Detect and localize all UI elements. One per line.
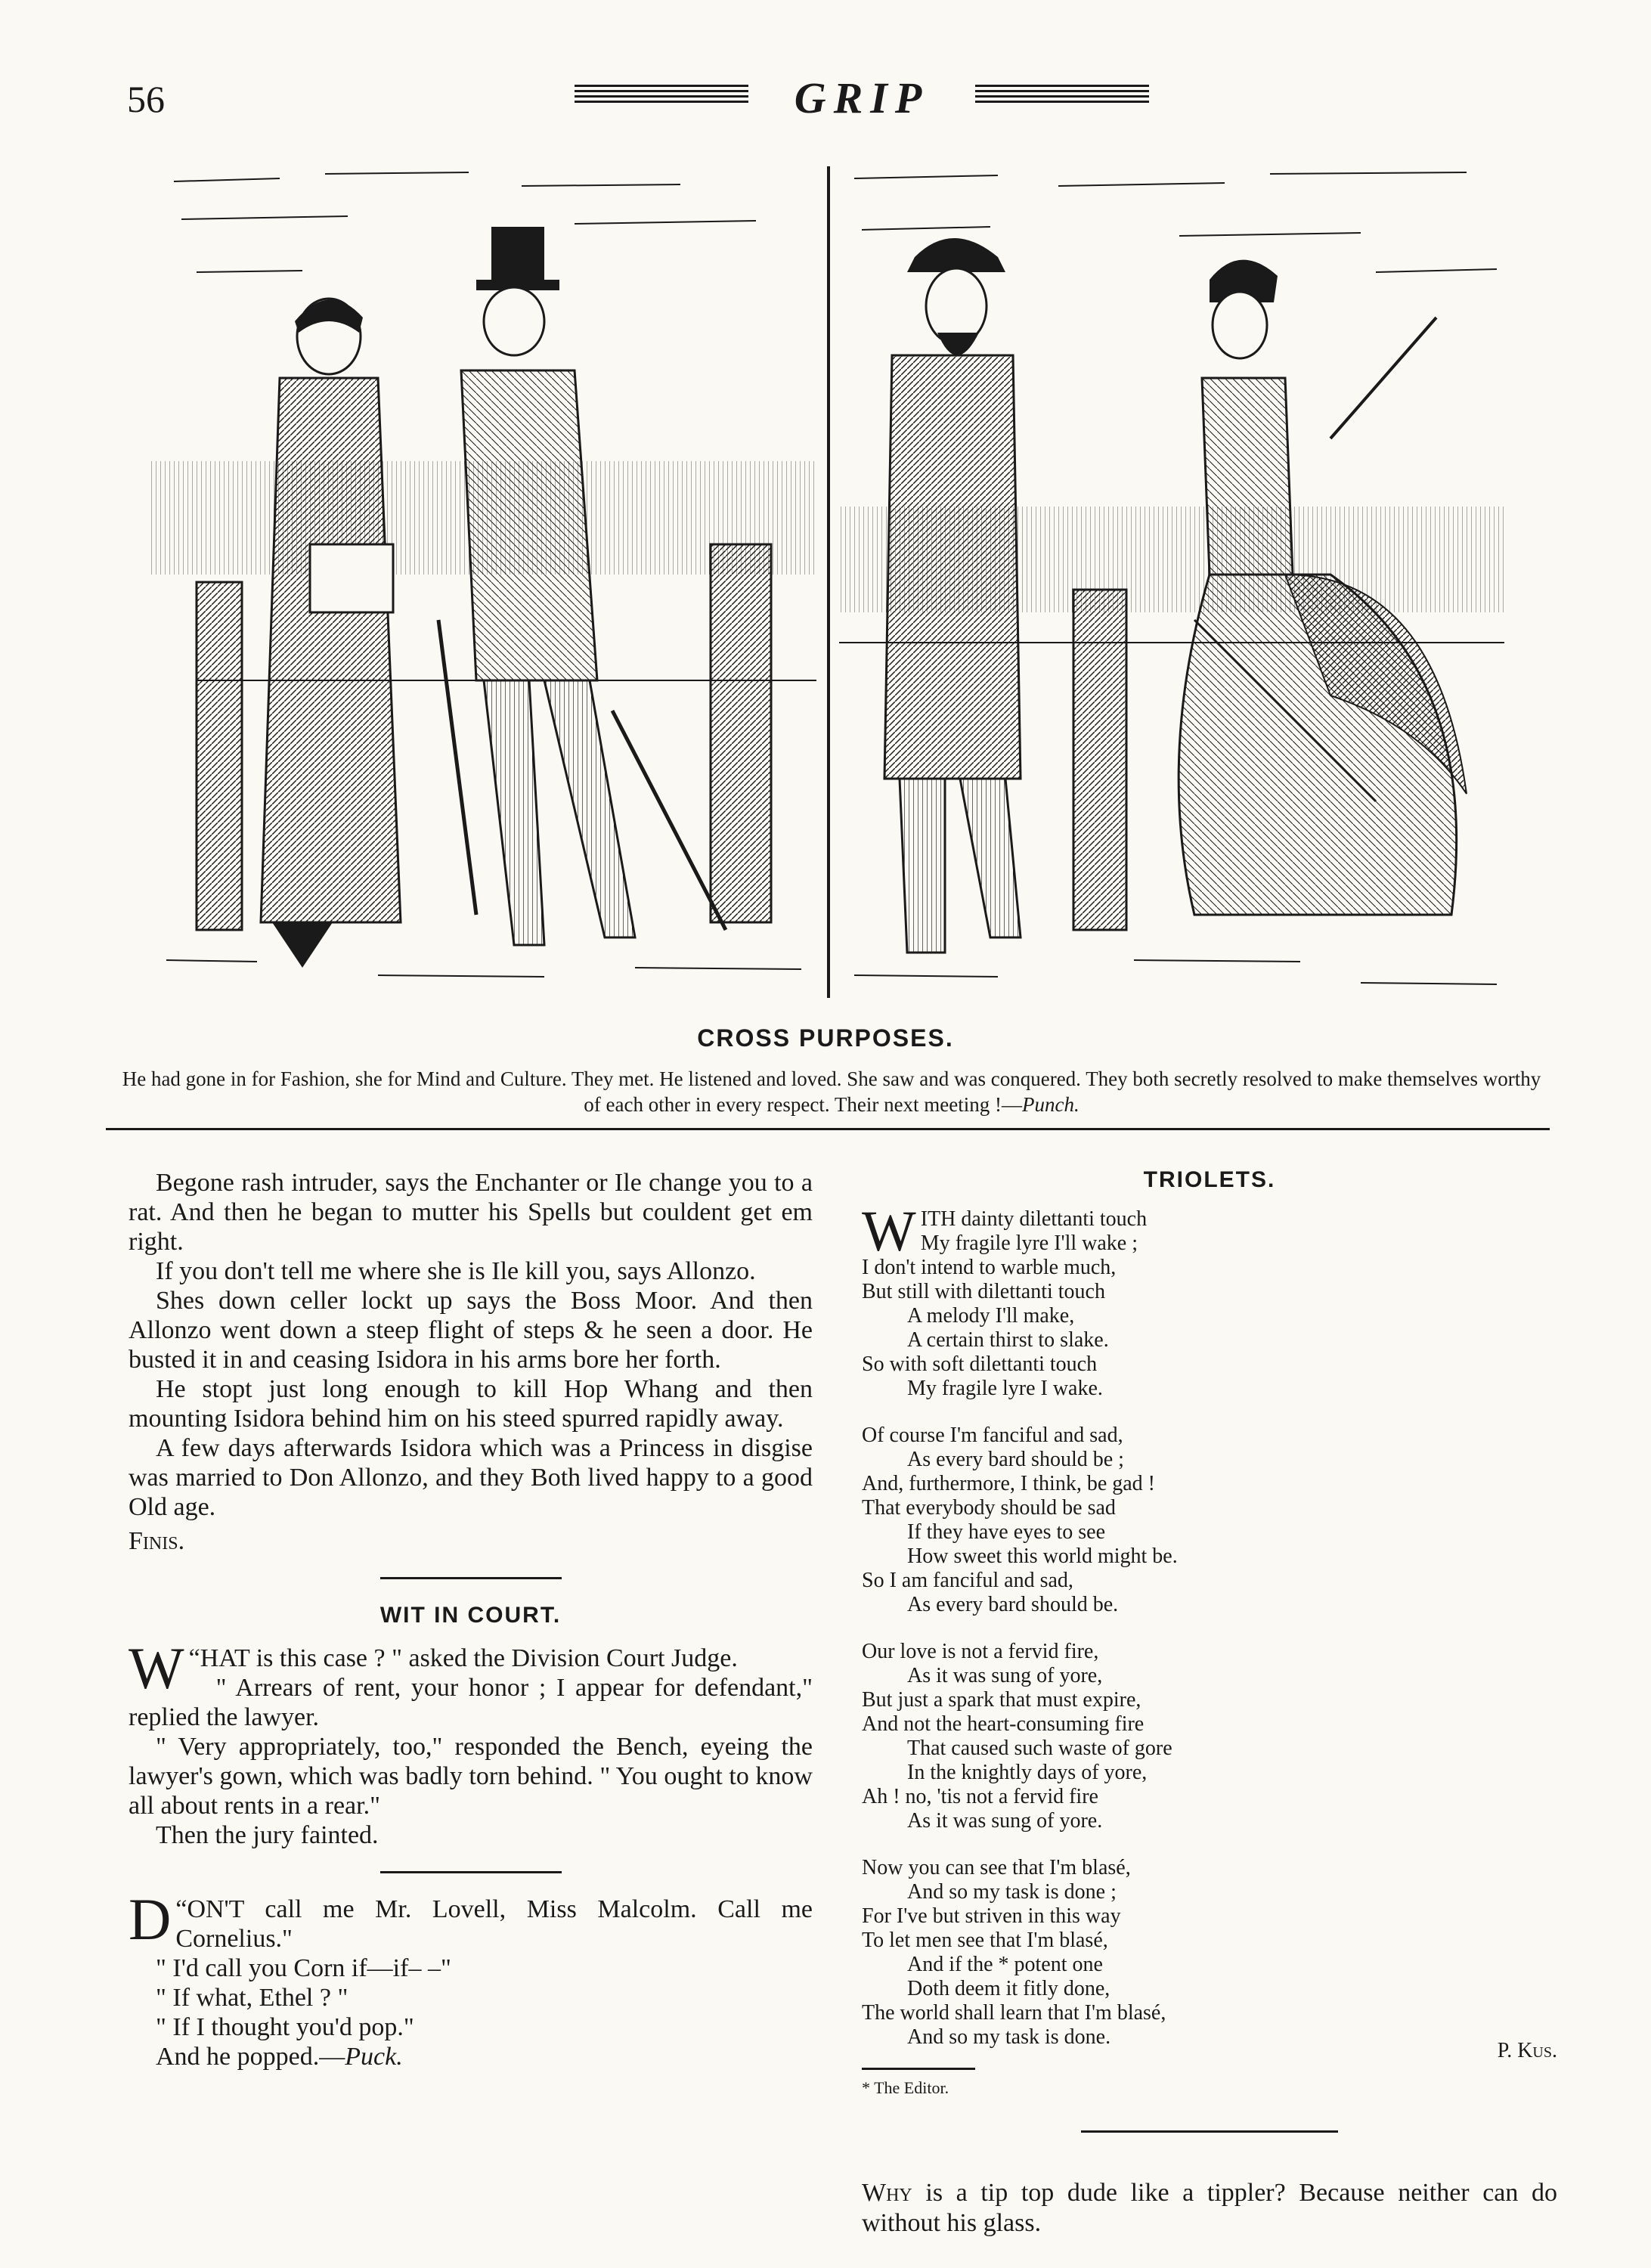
verse-line: Of course I'm fanciful and sad,	[862, 1424, 1123, 1447]
verse-line: As every bard should be ;	[907, 1448, 1124, 1471]
story-finis: Finis.	[129, 1527, 185, 1555]
verse-line: Our love is not a fervid fire,	[862, 1640, 1099, 1663]
lovell-last-text: And he popped.—	[156, 2043, 345, 2071]
verse-line: And if the * potent one	[907, 1953, 1103, 1976]
wit-paragraph: Then the jury fainted.	[156, 1821, 379, 1849]
verse-line: But still with dilettanti touch	[862, 1280, 1105, 1303]
lovell-first-paragraph: “ D ON'T call me Mr. Lovell, Miss Malcolm. Call me Cornelius."	[129, 1886, 813, 1953]
story-block	[129, 1168, 813, 1556]
verse-line: That everybody should be sad	[862, 1496, 1116, 1520]
right-column	[862, 1168, 1557, 2264]
verse-line: The world shall learn that I'm blasé,	[862, 2001, 1166, 2025]
section-rule	[380, 1577, 562, 1579]
lovell-last-line	[129, 2042, 813, 2071]
verse-line: And not the heart-consuming fire	[862, 1712, 1145, 1736]
verse-line: But just a spark that must expire,	[862, 1688, 1141, 1712]
dude-joke	[862, 2178, 1557, 2239]
triolet-stanza-1	[862, 1200, 1557, 1401]
verse-line: Now you can see that I'm blasé,	[862, 1856, 1131, 1879]
verse-line: And so my task is done ;	[907, 1880, 1117, 1904]
verse-line: My fragile lyre I'll wake ;	[920, 1232, 1138, 1255]
verse-line: If they have eyes to see	[907, 1520, 1105, 1544]
wit-first-paragraph: “ W HAT is this case ? " asked the Division Court Judge.	[129, 1635, 738, 1701]
wit-paragraph: " Arrears of rent, your honor ; I appear for defendant," replied the lawyer.	[129, 1674, 813, 1731]
cartoon-title: CROSS PURPOSES.	[697, 1024, 954, 1052]
masthead-title: GRIP	[794, 73, 930, 122]
triolet-stanza-2	[862, 1424, 1557, 1617]
verse-line: As it was sung of yore,	[907, 1664, 1103, 1687]
verse-line: And, furthermore, I think, be gad !	[862, 1472, 1155, 1495]
masthead-rule-right	[975, 85, 1149, 106]
verse-line: So with soft dilettanti touch	[862, 1352, 1098, 1376]
caption-text: He had gone in for Fashion, she for Mind and Culture. They met. He listened and loved. She saw and was conquered. They both secretly resolved to make themselves worthy of each other in every respect. Their next meeting !—	[122, 1067, 1541, 1116]
page-number: 56	[127, 78, 165, 120]
verse-line: I don't intend to warble much,	[862, 1256, 1117, 1279]
wit-paragraph: " Very appropriately, too," responded the Bench, eyeing the lawyer's gown, which was badly torn behind. " You ought to know all about rents in a rear."	[129, 1733, 813, 1820]
ground-strokes	[166, 960, 1497, 984]
cartoon-bottom-rule	[106, 1128, 1550, 1130]
section-rule	[1081, 2130, 1338, 2133]
lovell-line: " If what, Ethel ? "	[156, 1984, 348, 2012]
triolet-stanza-3	[862, 1640, 1557, 1833]
story-paragraph: Begone rash intruder, says the Enchanter or Ile change you to a rat. And then he began to mutter his Spells but couldent get em right.	[129, 1169, 813, 1256]
verse-line: To let men see that I'm blasé,	[862, 1929, 1108, 1952]
joke-lead: Why	[862, 2179, 912, 2207]
triolet-stanza-4	[862, 1856, 1557, 2050]
wit-in-court-title: WIT IN COURT.	[379, 1603, 562, 1628]
caption-source: Punch.	[1022, 1093, 1080, 1116]
triolets-footnote: * The Editor.	[862, 2078, 949, 2097]
wit-dropcap: W	[129, 1635, 184, 1701]
triolets-title: TRIOLETS.	[1143, 1167, 1276, 1192]
story-paragraph: He stopt just long enough to kill Hop Whang and then mounting Isidora behind him on his steed spurred rapidly away.	[129, 1375, 813, 1433]
verse-line: Doth deem it fitly done,	[907, 1977, 1110, 2000]
cartoon-illustration	[151, 151, 1512, 1005]
figure-man-left	[438, 227, 726, 945]
verse-line: That caused such waste of gore	[907, 1737, 1172, 1760]
lovell-dropcap: D	[129, 1886, 172, 1952]
lovell-line: " If I thought you'd pop."	[156, 2013, 414, 2041]
joke-text: is a tip top dude like a tippler? Because neither can do without his glass.	[862, 2179, 1557, 2237]
verse-line: In the knightly days of yore,	[907, 1761, 1148, 1784]
footnote-rule	[862, 2068, 975, 2070]
sky-strokes	[174, 172, 1497, 272]
verse-line: For I've but striven in this way	[862, 1904, 1121, 1928]
story-paragraph: If you don't tell me where she is Ile kill you, says Allonzo.	[156, 1257, 756, 1285]
section-rule	[380, 1871, 562, 1873]
masthead	[575, 73, 1149, 125]
story-paragraph: Shes down celler lockt up says the Boss Moor. And then Allonzo went down a steep flight of steps & he seen a door. He busted it in and ceasing Isidora in his arms bore her forth.	[129, 1287, 813, 1374]
lovell-first-text: ON'T call me Mr. Lovell, Miss Malcolm. Call me Cornelius."	[175, 1895, 813, 1953]
lovell-line: " I'd call you Corn if—if– –"	[156, 1954, 451, 1982]
triolets-dropcap: W	[862, 1200, 916, 1263]
triolets-signature: P. Kus.	[1497, 2039, 1557, 2062]
figure-woman-left	[261, 299, 401, 968]
wit-first-text: HAT is this case ? " asked the Division Court Judge.	[200, 1644, 738, 1672]
left-column	[129, 1168, 813, 2071]
verse-line: As it was sung of yore.	[907, 1809, 1103, 1833]
verse-line: As every bard should be.	[907, 1593, 1119, 1616]
verse-line: And so my task is done.	[907, 2025, 1111, 2049]
verse-line: My fragile lyre I wake.	[907, 1377, 1103, 1400]
verse-line: A certain thirst to slake.	[907, 1328, 1109, 1352]
figure-scholar-right	[884, 238, 1021, 953]
verse-line: ITH dainty dilettanti touch	[920, 1207, 1148, 1231]
cartoon-caption	[121, 1066, 1542, 1117]
verse-line: How sweet this world might be.	[907, 1545, 1178, 1568]
verse-line: So I am fanciful and sad,	[862, 1569, 1073, 1592]
story-paragraph: A few days afterwards Isidora which was a Princess in disgise was married to Don Allonzo, and they Both lived happy to a good Old age.	[129, 1434, 813, 1521]
verse-line: A melody I'll make,	[907, 1304, 1075, 1328]
lovell-source: Puck.	[345, 2043, 403, 2071]
verse-line: Ah ! no, 'tis not a fervid fire	[862, 1785, 1098, 1808]
